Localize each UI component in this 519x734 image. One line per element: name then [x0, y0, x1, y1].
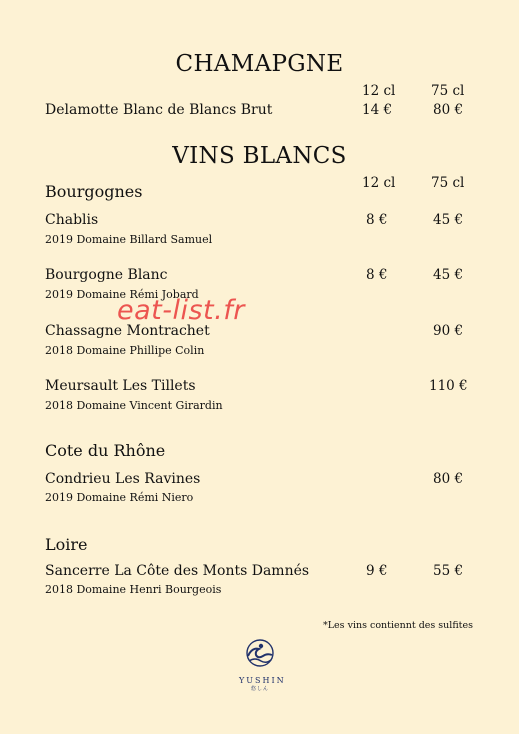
- logo-subtext: 悠しん: [250, 686, 269, 692]
- price-75cl: 80 €: [433, 471, 464, 487]
- watermark: eat-list.fr: [117, 295, 245, 326]
- yushin-logo: [239, 637, 286, 692]
- wine-name: Bourgogne Blanc: [45, 267, 168, 283]
- wine-detail: 2018 Domaine Vincent Girardin: [45, 399, 223, 412]
- wave-logo-icon: [239, 637, 281, 673]
- wine-name: Meursault Les Tillets: [45, 378, 196, 394]
- champagne-col-12cl: 12 cl: [362, 83, 396, 99]
- price-75cl: 80 €: [433, 102, 464, 118]
- price-75cl: 110 €: [429, 378, 468, 394]
- wine-name: Chablis: [45, 212, 99, 228]
- price-75cl: 45 €: [433, 212, 464, 228]
- region-loire: Loire: [45, 535, 88, 554]
- sulfites-note: *Les vins contiennt des sulfites: [323, 620, 473, 631]
- price-12cl: 8 €: [366, 267, 388, 283]
- vins-blancs-col-75cl: 75 cl: [431, 175, 465, 191]
- wine-detail: 2019 Domaine Billard Samuel: [45, 233, 213, 246]
- price-75cl: 55 €: [433, 563, 464, 579]
- vins-blancs-heading: VINS BLANCS: [172, 143, 347, 169]
- price-12cl: 14 €: [362, 102, 393, 118]
- region-bourgognes: Bourgognes: [45, 182, 143, 201]
- logo-text: YUSHIN: [239, 676, 286, 685]
- wine-name: Delamotte Blanc de Blancs Brut: [45, 102, 273, 118]
- champagne-heading: CHAMAPGNE: [175, 51, 344, 77]
- price-12cl: 8 €: [366, 212, 388, 228]
- wine-detail: 2018 Domaine Phillipe Colin: [45, 344, 205, 357]
- wine-name: Condrieu Les Ravines: [45, 471, 201, 487]
- price-75cl: 90 €: [433, 323, 464, 339]
- price-12cl: 9 €: [366, 563, 388, 579]
- vins-blancs-col-12cl: 12 cl: [362, 175, 396, 191]
- price-75cl: 45 €: [433, 267, 464, 283]
- wine-detail: 2018 Domaine Henri Bourgeois: [45, 583, 222, 596]
- champagne-col-75cl: 75 cl: [431, 83, 465, 99]
- wine-name: Chassagne Montrachet: [45, 323, 210, 339]
- wine-name: Sancerre La Côte des Monts Damnés: [45, 563, 310, 579]
- wine-detail: 2019 Domaine Rémi Niero: [45, 491, 194, 504]
- region-rhone: Cote du Rhône: [45, 441, 166, 460]
- wine-detail: 2019 Domaine Rémi Jobard: [45, 288, 199, 301]
